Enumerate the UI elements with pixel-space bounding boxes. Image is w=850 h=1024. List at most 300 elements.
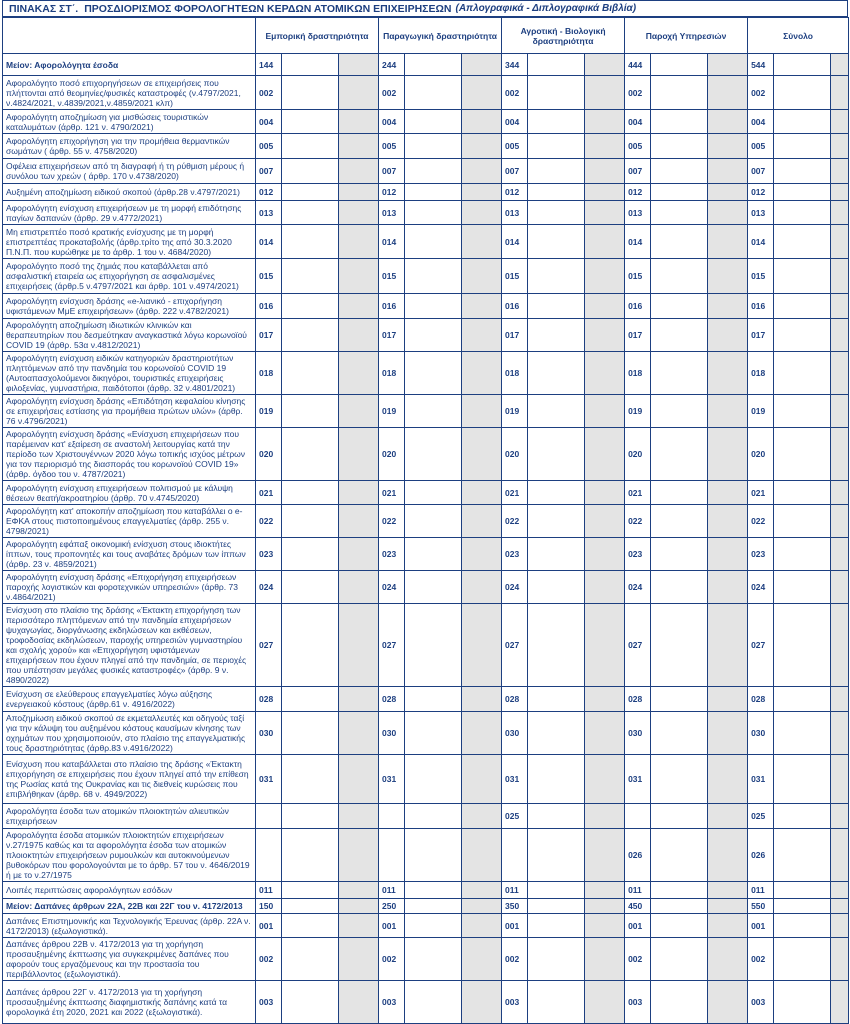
amount-field[interactable]	[651, 712, 708, 755]
amount-field[interactable]	[774, 481, 831, 505]
decimal-field[interactable]	[585, 395, 625, 428]
decimal-field[interactable]	[831, 76, 849, 110]
decimal-field[interactable]	[708, 54, 748, 76]
decimal-field[interactable]	[462, 201, 502, 225]
decimal-field[interactable]	[585, 184, 625, 201]
decimal-field[interactable]	[708, 110, 748, 134]
decimal-field[interactable]	[831, 184, 849, 201]
amount-field[interactable]	[282, 428, 339, 481]
decimal-field[interactable]	[462, 259, 502, 294]
decimal-field[interactable]	[831, 110, 849, 134]
row-code: 028	[502, 687, 528, 712]
amount-field[interactable]	[405, 899, 462, 914]
decimal-field[interactable]	[585, 829, 625, 882]
amount-field[interactable]	[651, 981, 708, 1024]
decimal-field[interactable]	[339, 184, 379, 201]
decimal-field[interactable]	[339, 571, 379, 604]
amount-field[interactable]	[405, 159, 462, 184]
amount-field[interactable]	[282, 259, 339, 294]
amount-field[interactable]	[651, 54, 708, 76]
decimal-field[interactable]	[462, 76, 502, 110]
decimal-field[interactable]	[585, 981, 625, 1024]
amount-field[interactable]	[528, 571, 585, 604]
decimal-field[interactable]	[462, 571, 502, 604]
amount-field[interactable]	[774, 712, 831, 755]
decimal-field[interactable]	[831, 829, 849, 882]
amount-field[interactable]	[405, 882, 462, 899]
amount-field[interactable]	[528, 54, 585, 76]
decimal-field[interactable]	[831, 804, 849, 829]
amount-field[interactable]	[405, 505, 462, 538]
decimal-field[interactable]	[831, 395, 849, 428]
decimal-field[interactable]	[831, 914, 849, 938]
amount-field[interactable]	[774, 352, 831, 395]
decimal-field[interactable]	[462, 481, 502, 505]
decimal-field[interactable]	[831, 712, 849, 755]
decimal-field[interactable]	[708, 899, 748, 914]
amount-field[interactable]	[405, 687, 462, 712]
decimal-field[interactable]	[831, 899, 849, 914]
decimal-field[interactable]	[831, 755, 849, 804]
decimal-field[interactable]	[462, 981, 502, 1024]
amount-field[interactable]	[651, 294, 708, 319]
amount-field[interactable]	[774, 505, 831, 538]
decimal-field[interactable]	[831, 538, 849, 571]
decimal-field[interactable]	[339, 259, 379, 294]
decimal-field[interactable]	[339, 201, 379, 225]
decimal-field[interactable]	[708, 687, 748, 712]
decimal-field[interactable]	[831, 481, 849, 505]
decimal-field[interactable]	[585, 159, 625, 184]
decimal-field[interactable]	[462, 54, 502, 76]
amount-field[interactable]	[528, 395, 585, 428]
amount-field[interactable]	[528, 428, 585, 481]
decimal-field[interactable]	[339, 428, 379, 481]
amount-field[interactable]	[774, 159, 831, 184]
decimal-field[interactable]	[462, 804, 502, 829]
amount-field[interactable]	[528, 882, 585, 899]
amount-field[interactable]	[651, 687, 708, 712]
amount-field[interactable]	[282, 604, 339, 687]
decimal-field[interactable]	[462, 294, 502, 319]
decimal-field[interactable]	[462, 159, 502, 184]
amount-field[interactable]	[651, 755, 708, 804]
amount-field[interactable]	[405, 294, 462, 319]
decimal-field[interactable]	[462, 428, 502, 481]
amount-field[interactable]	[774, 914, 831, 938]
row-code: 005	[625, 134, 651, 159]
decimal-field[interactable]	[831, 505, 849, 538]
amount-field[interactable]	[774, 225, 831, 259]
decimal-field[interactable]	[339, 319, 379, 352]
amount-field[interactable]	[405, 481, 462, 505]
amount-field[interactable]	[528, 712, 585, 755]
amount-field[interactable]	[528, 259, 585, 294]
decimal-field[interactable]	[585, 54, 625, 76]
decimal-field[interactable]	[708, 804, 748, 829]
decimal-field[interactable]	[585, 319, 625, 352]
decimal-field[interactable]	[831, 134, 849, 159]
decimal-field[interactable]	[708, 938, 748, 981]
decimal-field[interactable]	[585, 428, 625, 481]
decimal-field[interactable]	[585, 938, 625, 981]
decimal-field[interactable]	[831, 938, 849, 981]
amount-field[interactable]	[282, 938, 339, 981]
amount-field[interactable]	[405, 571, 462, 604]
decimal-field[interactable]	[462, 938, 502, 981]
decimal-field[interactable]	[831, 882, 849, 899]
row-code: 012	[748, 184, 774, 201]
amount-field[interactable]	[651, 829, 708, 882]
amount-field[interactable]	[528, 225, 585, 259]
decimal-field[interactable]	[339, 505, 379, 538]
table-row	[3, 938, 849, 981]
decimal-field[interactable]	[708, 225, 748, 259]
amount-field[interactable]	[528, 914, 585, 938]
decimal-field[interactable]	[708, 319, 748, 352]
amount-field[interactable]	[651, 319, 708, 352]
amount-field[interactable]	[528, 201, 585, 225]
amount-field[interactable]	[651, 538, 708, 571]
amount-field[interactable]	[774, 319, 831, 352]
row-code: 014	[748, 225, 774, 259]
amount-field[interactable]	[528, 481, 585, 505]
amount-field[interactable]	[282, 538, 339, 571]
decimal-field[interactable]	[708, 571, 748, 604]
decimal-field[interactable]	[339, 981, 379, 1024]
decimal-field[interactable]	[585, 755, 625, 804]
amount-field[interactable]	[282, 505, 339, 538]
amount-field[interactable]	[774, 54, 831, 76]
decimal-field[interactable]	[831, 159, 849, 184]
decimal-field[interactable]	[708, 294, 748, 319]
decimal-field[interactable]	[585, 294, 625, 319]
decimal-field[interactable]	[708, 604, 748, 687]
amount-field[interactable]	[651, 159, 708, 184]
decimal-field[interactable]	[339, 76, 379, 110]
decimal-field[interactable]	[339, 604, 379, 687]
decimal-field[interactable]	[462, 899, 502, 914]
amount-field[interactable]	[651, 571, 708, 604]
decimal-field[interactable]	[708, 755, 748, 804]
decimal-field[interactable]	[585, 110, 625, 134]
amount-field[interactable]	[774, 110, 831, 134]
amount-field[interactable]	[651, 604, 708, 687]
amount-field[interactable]	[528, 505, 585, 538]
amount-field[interactable]	[774, 134, 831, 159]
amount-field[interactable]	[405, 225, 462, 259]
decimal-field[interactable]	[462, 538, 502, 571]
amount-field[interactable]	[774, 804, 831, 829]
decimal-field[interactable]	[585, 538, 625, 571]
amount-field[interactable]	[405, 914, 462, 938]
amount-field[interactable]	[282, 481, 339, 505]
decimal-field[interactable]	[462, 755, 502, 804]
decimal-field[interactable]	[462, 712, 502, 755]
amount-field[interactable]	[651, 505, 708, 538]
amount-field[interactable]	[405, 755, 462, 804]
decimal-field[interactable]	[462, 225, 502, 259]
decimal-field[interactable]	[585, 225, 625, 259]
decimal-field[interactable]	[708, 395, 748, 428]
decimal-field[interactable]	[339, 481, 379, 505]
amount-field[interactable]	[282, 184, 339, 201]
decimal-field[interactable]	[339, 54, 379, 76]
amount-field[interactable]	[651, 804, 708, 829]
decimal-field[interactable]	[831, 981, 849, 1024]
amount-field[interactable]	[282, 201, 339, 225]
amount-field[interactable]	[282, 352, 339, 395]
decimal-field[interactable]	[339, 225, 379, 259]
amount-field[interactable]	[405, 395, 462, 428]
amount-field[interactable]	[282, 134, 339, 159]
amount-field[interactable]	[651, 352, 708, 395]
amount-field[interactable]	[282, 294, 339, 319]
decimal-field[interactable]	[585, 899, 625, 914]
amount-field[interactable]	[774, 899, 831, 914]
amount-field[interactable]	[405, 712, 462, 755]
amount-field[interactable]	[774, 571, 831, 604]
amount-field[interactable]	[282, 76, 339, 110]
amount-field[interactable]	[774, 755, 831, 804]
decimal-field[interactable]	[585, 687, 625, 712]
decimal-field[interactable]	[339, 804, 379, 829]
decimal-field[interactable]	[708, 352, 748, 395]
decimal-field[interactable]	[339, 914, 379, 938]
amount-field[interactable]	[405, 428, 462, 481]
amount-field[interactable]	[405, 110, 462, 134]
amount-field[interactable]	[282, 319, 339, 352]
amount-field[interactable]	[282, 687, 339, 712]
decimal-field[interactable]	[462, 505, 502, 538]
decimal-field[interactable]	[831, 428, 849, 481]
amount-field[interactable]	[405, 319, 462, 352]
amount-field[interactable]	[405, 259, 462, 294]
amount-field[interactable]	[774, 938, 831, 981]
decimal-field[interactable]	[339, 110, 379, 134]
amount-field[interactable]	[528, 76, 585, 110]
amount-field[interactable]	[651, 882, 708, 899]
amount-field[interactable]	[528, 804, 585, 829]
decimal-field[interactable]	[585, 352, 625, 395]
amount-field[interactable]	[282, 829, 339, 882]
row-code: 017	[748, 319, 774, 352]
amount-field[interactable]	[282, 159, 339, 184]
decimal-field[interactable]	[339, 159, 379, 184]
amount-field[interactable]	[282, 225, 339, 259]
decimal-field[interactable]	[585, 804, 625, 829]
decimal-field[interactable]	[339, 899, 379, 914]
amount-field[interactable]	[528, 899, 585, 914]
amount-field[interactable]	[774, 184, 831, 201]
decimal-field[interactable]	[708, 481, 748, 505]
decimal-field[interactable]	[462, 110, 502, 134]
amount-field[interactable]	[282, 712, 339, 755]
decimal-field[interactable]	[708, 76, 748, 110]
decimal-field[interactable]	[831, 571, 849, 604]
amount-field[interactable]	[405, 538, 462, 571]
amount-field[interactable]	[651, 395, 708, 428]
amount-field[interactable]	[651, 938, 708, 981]
amount-field[interactable]	[528, 134, 585, 159]
amount-field[interactable]	[405, 938, 462, 981]
amount-field[interactable]	[528, 687, 585, 712]
amount-field[interactable]	[282, 804, 339, 829]
amount-field[interactable]	[405, 804, 462, 829]
decimal-field[interactable]	[339, 352, 379, 395]
amount-field[interactable]	[651, 184, 708, 201]
amount-field[interactable]	[282, 914, 339, 938]
amount-field[interactable]	[282, 395, 339, 428]
amount-field[interactable]	[651, 259, 708, 294]
amount-field[interactable]	[528, 755, 585, 804]
decimal-field[interactable]	[339, 687, 379, 712]
amount-field[interactable]	[405, 54, 462, 76]
amount-field[interactable]	[651, 134, 708, 159]
decimal-field[interactable]	[708, 134, 748, 159]
decimal-field[interactable]	[708, 201, 748, 225]
decimal-field[interactable]	[462, 882, 502, 899]
amount-field[interactable]	[651, 481, 708, 505]
decimal-field[interactable]	[585, 481, 625, 505]
amount-field[interactable]	[528, 352, 585, 395]
decimal-field[interactable]	[462, 319, 502, 352]
decimal-field[interactable]	[708, 882, 748, 899]
decimal-field[interactable]	[462, 829, 502, 882]
amount-field[interactable]	[774, 829, 831, 882]
decimal-field[interactable]	[462, 604, 502, 687]
amount-field[interactable]	[774, 395, 831, 428]
amount-field[interactable]	[774, 538, 831, 571]
amount-field[interactable]	[282, 110, 339, 134]
amount-field[interactable]	[774, 981, 831, 1024]
decimal-field[interactable]	[339, 882, 379, 899]
amount-field[interactable]	[405, 352, 462, 395]
amount-field[interactable]	[774, 259, 831, 294]
row-code: 014	[502, 225, 528, 259]
decimal-field[interactable]	[708, 981, 748, 1024]
amount-field[interactable]	[528, 294, 585, 319]
amount-field[interactable]	[774, 294, 831, 319]
decimal-field[interactable]	[708, 259, 748, 294]
decimal-field[interactable]	[585, 712, 625, 755]
amount-field[interactable]	[651, 914, 708, 938]
decimal-field[interactable]	[462, 184, 502, 201]
decimal-field[interactable]	[585, 201, 625, 225]
decimal-field[interactable]	[585, 604, 625, 687]
decimal-field[interactable]	[708, 538, 748, 571]
amount-field[interactable]	[282, 981, 339, 1024]
decimal-field[interactable]	[708, 505, 748, 538]
amount-field[interactable]	[651, 225, 708, 259]
amount-field[interactable]	[774, 201, 831, 225]
amount-field[interactable]	[774, 428, 831, 481]
amount-field[interactable]	[774, 882, 831, 899]
amount-field[interactable]	[405, 981, 462, 1024]
decimal-field[interactable]	[708, 829, 748, 882]
decimal-field[interactable]	[708, 428, 748, 481]
decimal-field[interactable]	[585, 259, 625, 294]
amount-field[interactable]	[282, 899, 339, 914]
amount-field[interactable]	[528, 110, 585, 134]
decimal-field[interactable]	[339, 538, 379, 571]
decimal-field[interactable]	[831, 225, 849, 259]
decimal-field[interactable]	[462, 352, 502, 395]
decimal-field[interactable]	[462, 395, 502, 428]
decimal-field[interactable]	[339, 134, 379, 159]
amount-field[interactable]	[405, 184, 462, 201]
amount-field[interactable]	[528, 604, 585, 687]
amount-field[interactable]	[528, 981, 585, 1024]
decimal-field[interactable]	[462, 134, 502, 159]
decimal-field[interactable]	[831, 54, 849, 76]
amount-field[interactable]	[282, 571, 339, 604]
row-code: 013	[502, 201, 528, 225]
decimal-field[interactable]	[831, 352, 849, 395]
decimal-field[interactable]	[708, 712, 748, 755]
table-row	[3, 159, 849, 184]
decimal-field[interactable]	[708, 184, 748, 201]
amount-field[interactable]	[405, 201, 462, 225]
decimal-field[interactable]	[339, 829, 379, 882]
amount-field[interactable]	[774, 687, 831, 712]
decimal-field[interactable]	[585, 134, 625, 159]
amount-field[interactable]	[651, 201, 708, 225]
decimal-field[interactable]	[339, 755, 379, 804]
decimal-field[interactable]	[462, 687, 502, 712]
amount-field[interactable]	[774, 76, 831, 110]
decimal-field[interactable]	[831, 319, 849, 352]
decimal-field[interactable]	[339, 938, 379, 981]
decimal-field[interactable]	[708, 159, 748, 184]
amount-field[interactable]	[528, 184, 585, 201]
decimal-field[interactable]	[339, 712, 379, 755]
amount-field[interactable]	[774, 604, 831, 687]
decimal-field[interactable]	[585, 76, 625, 110]
decimal-field[interactable]	[831, 294, 849, 319]
decimal-field[interactable]	[831, 687, 849, 712]
decimal-field[interactable]	[585, 914, 625, 938]
decimal-field[interactable]	[585, 882, 625, 899]
amount-field[interactable]	[528, 938, 585, 981]
amount-field[interactable]	[405, 76, 462, 110]
decimal-field[interactable]	[339, 294, 379, 319]
amount-field[interactable]	[282, 882, 339, 899]
decimal-field[interactable]	[831, 604, 849, 687]
amount-field[interactable]	[405, 604, 462, 687]
amount-field[interactable]	[282, 54, 339, 76]
decimal-field[interactable]	[585, 505, 625, 538]
decimal-field[interactable]	[831, 201, 849, 225]
amount-field[interactable]	[651, 428, 708, 481]
amount-field[interactable]	[528, 159, 585, 184]
amount-field[interactable]	[282, 755, 339, 804]
decimal-field[interactable]	[708, 914, 748, 938]
decimal-field[interactable]	[339, 395, 379, 428]
amount-field[interactable]	[528, 538, 585, 571]
amount-field[interactable]	[651, 76, 708, 110]
decimal-field[interactable]	[462, 914, 502, 938]
decimal-field[interactable]	[585, 571, 625, 604]
amount-field[interactable]	[651, 110, 708, 134]
row-code: 027	[625, 604, 651, 687]
amount-field[interactable]	[528, 829, 585, 882]
amount-field[interactable]	[405, 829, 462, 882]
decimal-field[interactable]	[831, 259, 849, 294]
amount-field[interactable]	[405, 134, 462, 159]
amount-field[interactable]	[651, 899, 708, 914]
amount-field[interactable]	[528, 319, 585, 352]
